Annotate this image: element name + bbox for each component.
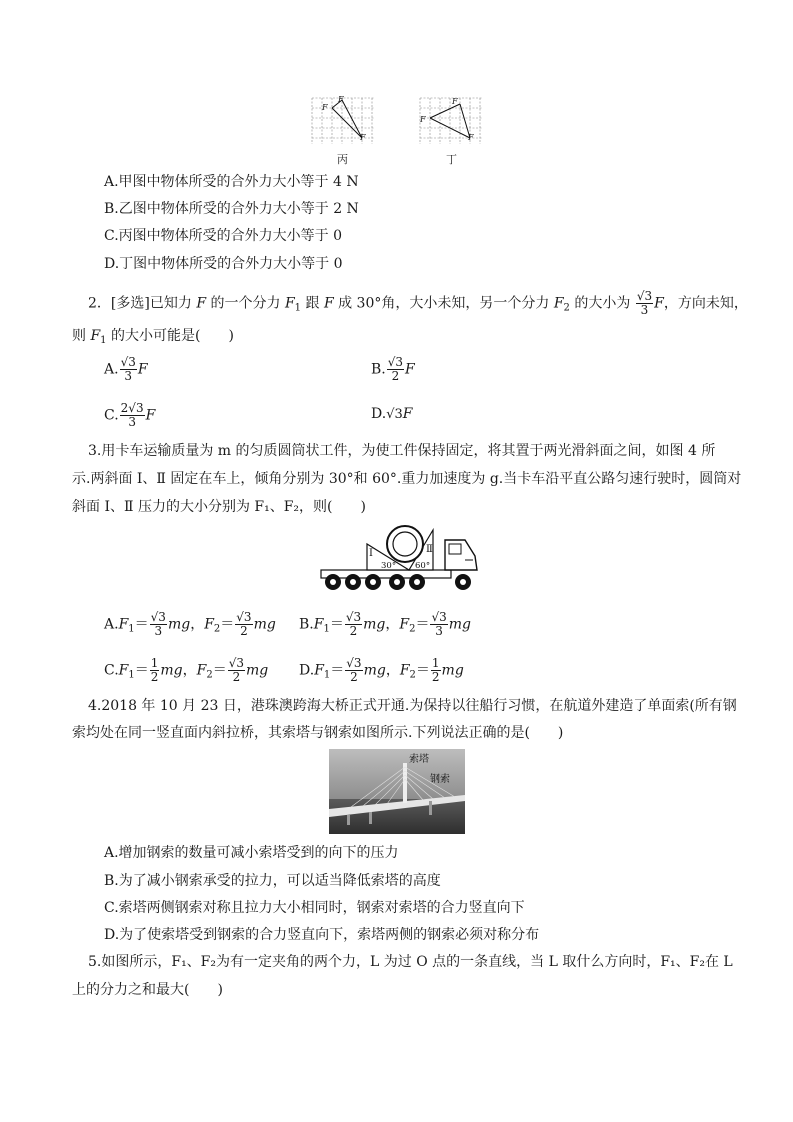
sub: 2 [409,669,416,681]
mg: mg [448,616,471,633]
q3-option-b [299,611,471,640]
frac-num: √3 [636,289,653,303]
q2-stem-line2 [72,326,234,351]
svg-text:F: F [322,103,328,112]
figure-ding [418,96,484,146]
q2-option-b [371,356,415,383]
eq: ＝ [134,616,149,633]
option-letter: B. [371,361,386,378]
q2-number: 2． [88,295,111,312]
var-f: F [399,662,410,679]
q1-option-c: C.丙图中物体所受的合外力大小等于 0 [104,228,343,244]
frac-den: 2 [232,670,241,684]
eq: ＝ [220,616,235,633]
comma: ， [385,662,400,679]
q1-option-b: B.乙图中物体所受的合外力大小等于 2 N [104,201,359,217]
option-letter: A. [104,361,119,378]
frac-num: √3 [387,355,404,369]
eq: ＝ [415,616,430,633]
option-sqrt: √3 [386,407,403,422]
frac [431,657,441,684]
figure-ding-label: 丁 [446,153,457,166]
var-f: F [399,616,410,633]
q2-text: 则 [72,328,91,344]
mg: mg [441,662,464,679]
q4-option-c: C.索塔两侧钢索对称且拉力大小相同时，钢索对索塔的合力竖直向下 [104,900,525,916]
q3-option-d [299,657,464,686]
mg: mg [253,616,276,633]
q5-stem-line1: 5.如图所示，F₁、F₂为有一定夹角的两个力，L 为过 O 点的一条直线，当 L 取什么方向时，F₁、F₂在 L [88,954,733,970]
q4-option-a: A.增加钢索的数量可减小索塔受到的向下的压力 [104,845,399,861]
option-letter: B. [299,616,314,633]
frac-den: 3 [128,415,136,429]
frac-num: √3 [228,656,245,670]
q4-stem-line1: 4.2018 年 10 月 23 日，港珠澳跨海大桥正式开通.为保持以往船行习惯，在航道外建造了单面索(所有钢 [88,698,737,714]
q2-option-d [371,404,412,425]
sub: 1 [128,623,135,635]
q4-stem-line2: 索均处在同一竖直面内斜拉桥，其索塔与钢索如图所示.下列说法正确的是( ) [72,725,564,741]
q2-sub: 1 [100,335,107,346]
q3-stem-line1: 3.用卡车运输质量为 m 的匀质圆筒状工件，为使工件保持固定，将其置于两光滑斜面之间，如图 4 所 [88,443,716,459]
svg-text:F: F [338,96,344,104]
var-f: F [204,616,214,633]
q2-var-f: F [654,295,664,312]
q2-tag: [多选] [110,295,150,312]
option-letter: A. [104,616,119,633]
angle-label-2: 60° [415,561,431,571]
svg-text:F: F [452,97,458,106]
q2-text: 的大小可能是( ) [106,328,234,344]
frac-den: 3 [124,369,133,383]
sub: 2 [206,669,213,681]
q2-text: ，方向未知， [663,295,748,312]
q4-option-b: B.为了减小钢索承受的拉力，可以适当降低索塔的高度 [104,873,441,889]
q3-option-c [104,657,268,686]
figure-bing [310,96,376,146]
frac [150,611,167,638]
q2-text: 跟 [301,295,324,312]
angle-label-1: 30° [381,561,397,571]
option-letter: C. [104,662,119,679]
sub: 2 [213,623,221,635]
q1-option-d: D.丁图中物体所受的合外力大小等于 0 [104,256,343,272]
option-letter: D. [299,662,315,679]
q3-stem-line3: 斜面 Ⅰ、Ⅱ 压力的大小分别为 F₁、F₂，则( ) [72,499,366,515]
q2-option-c [104,402,155,429]
q2-sub: 2 [563,302,570,314]
q2-stem-line1 [88,290,748,319]
mg: mg [363,616,386,633]
frac-num: 2√3 [120,401,144,415]
option-fraction [120,402,145,429]
q2-text: 的大小为 [569,295,635,312]
option-var: F [405,361,415,378]
q2-var-f: F [196,295,207,312]
bridge-photo [329,749,465,834]
q2-option-a [104,356,148,383]
frac-num: 1 [431,656,440,670]
q2-sub: 1 [294,302,302,314]
frac-den: 3 [640,303,649,317]
option-fraction [387,356,404,383]
mg: mg [363,662,386,679]
frac-den: 2 [431,670,440,684]
var-f: F [196,662,207,679]
frac-den: 2 [349,624,358,638]
q3-option-a [104,611,276,640]
svg-text:F: F [360,133,366,142]
q2-var-f: F [323,295,334,312]
option-letter: D. [371,406,387,422]
mg: mg [167,616,191,633]
option-letter: C. [104,407,119,424]
frac [430,611,447,638]
eq: ＝ [415,662,430,679]
frac-den: 2 [150,670,159,684]
slope-label-2: Ⅱ [426,544,433,555]
option-var: F [137,361,148,378]
q3-stem-line2: 示.两斜面 Ⅰ、Ⅱ 固定在车上，倾角分别为 30°和 60°.重力加速度为 g.当卡车沿平直公路匀速行驶时，圆筒对 [72,471,742,487]
var-f: F [313,616,324,633]
frac [150,657,160,684]
frac-num: √3 [346,656,362,670]
option-fraction [120,356,137,383]
frac [228,657,245,684]
frac-den: 2 [391,369,400,383]
q2-var-f1: F [284,295,295,312]
frac [235,611,252,638]
sub: 1 [128,669,135,681]
var-f: F [118,662,129,679]
eq: ＝ [329,616,344,633]
frac-den: 2 [240,624,248,638]
frac-den: 2 [350,670,358,684]
comma: ， [182,662,197,679]
photo-label-tower: 索塔 [409,754,429,765]
q2-var-f2: F [553,295,564,312]
svg-text:F: F [420,115,426,124]
frac-num: 1 [150,656,159,670]
q1-option-a: A.甲图中物体所受的合外力大小等于 4 N [104,174,359,190]
sub: 1 [323,669,331,681]
mg: mg [246,662,269,679]
frac-num: √3 [345,610,362,624]
eq: ＝ [330,662,345,679]
eq: ＝ [134,662,149,679]
q5-stem-line2: 上的分力之和最大( ) [72,982,223,998]
svg-text:F: F [468,133,474,142]
mg: mg [160,662,183,679]
frac-num: √3 [236,610,252,624]
frac-num: √3 [150,610,166,624]
sub: 1 [323,623,330,635]
figure-bing-label: 丙 [337,153,348,166]
comma: ， [385,616,400,633]
truck-figure [313,518,485,596]
sub: 2 [409,623,416,635]
q2-text: 成 30°角，大小未知，另一个分力 [333,295,554,312]
frac-den: 3 [435,624,443,638]
frac-num: √3 [120,355,136,369]
q2-text: 已知力 [149,295,197,312]
option-var: F [402,406,413,422]
q2-fraction [636,290,653,317]
eq: ＝ [212,662,227,679]
slope-label-1: Ⅰ [369,548,373,559]
q4-option-d: D.为了使索塔受到钢索的合力竖直向下，索塔两侧的钢索必须对称分布 [104,927,540,943]
comma: ， [190,616,205,633]
photo-label-cable: 钢索 [430,774,450,785]
var-f: F [118,616,129,633]
frac [345,611,362,638]
frac [345,657,362,684]
q2-text: 的一个分力 [206,295,285,312]
frac-num: √3 [431,610,447,624]
q2-var-f1: F [90,328,101,344]
option-var: F [145,407,156,424]
var-f: F [314,662,324,679]
frac-den: 3 [154,624,163,638]
